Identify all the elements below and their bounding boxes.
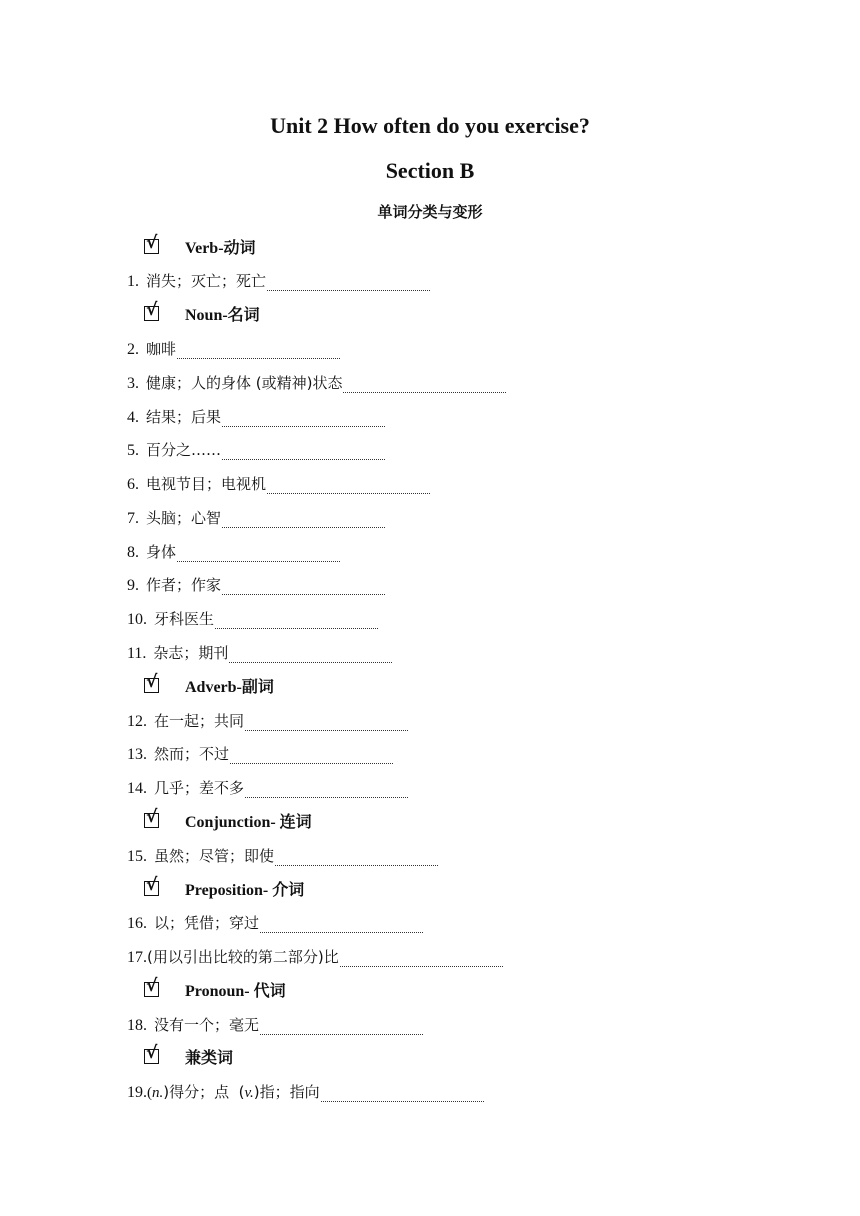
- heading-noun: [144, 301, 260, 325]
- vocab-item: [127, 504, 385, 528]
- answer-blank[interactable]: [340, 948, 503, 967]
- vocab-item: [127, 639, 392, 663]
- answer-blank[interactable]: [343, 374, 506, 393]
- answer-blank[interactable]: [245, 712, 408, 731]
- heading-label: Preposition- 介词: [185, 881, 305, 899]
- item-number: 12.: [127, 713, 147, 730]
- section-label: 单词分类与变形: [377, 203, 483, 221]
- heading-label: Pronoun- 代词: [185, 982, 286, 1000]
- vocab-item: [127, 571, 385, 595]
- item-number: 17.: [127, 949, 147, 966]
- item-number: 13.: [127, 746, 147, 763]
- check-mark-icon: √: [146, 975, 158, 996]
- page-title: Unit 2 How often do you exercise?: [270, 113, 590, 138]
- item-number: 18.: [127, 1017, 147, 1034]
- section-title: Section B: [385, 158, 475, 183]
- vocab-item: [127, 403, 385, 427]
- answer-blank[interactable]: [267, 272, 430, 291]
- item-definition: 以；凭借；穿过: [154, 914, 260, 932]
- heading-verb: [144, 234, 256, 258]
- heading-label: Verb-动词: [185, 239, 256, 257]
- heading-preposition: [144, 876, 304, 900]
- vocab-item: [127, 335, 340, 359]
- check-mark-icon: √: [146, 299, 158, 320]
- checkbox-icon: [144, 806, 159, 828]
- heading-label: Conjunction- 连词: [185, 813, 312, 831]
- item-definition: 头脑；心智: [146, 509, 222, 527]
- vocab-item: [127, 774, 408, 798]
- answer-blank[interactable]: [260, 1016, 423, 1035]
- checkbox-icon: [144, 975, 159, 997]
- check-mark-icon: √: [146, 874, 158, 895]
- item-number: 9.: [127, 577, 139, 594]
- answer-blank[interactable]: [222, 441, 385, 460]
- answer-blank[interactable]: [267, 475, 430, 494]
- item-definition: 电视节目；电视机: [146, 475, 267, 493]
- vocab-item: [127, 470, 430, 494]
- item-number: 1.: [127, 273, 139, 290]
- item-definition: 牙科医生: [154, 610, 215, 628]
- item-number: 5.: [127, 442, 139, 459]
- item-definition: 几乎；差不多: [154, 779, 245, 797]
- answer-blank[interactable]: [229, 644, 392, 663]
- vocab-item: [127, 436, 385, 460]
- vocab-item: [127, 1011, 423, 1035]
- item-number: 15.: [127, 848, 147, 865]
- item-number: 3.: [127, 375, 139, 392]
- heading-multi-class: [144, 1044, 233, 1068]
- vocab-item: [127, 369, 506, 393]
- heading-adverb: [144, 673, 274, 697]
- item-number: 11.: [127, 645, 147, 662]
- answer-blank[interactable]: [275, 847, 438, 866]
- vocab-item: [127, 943, 503, 967]
- item-number: 19.: [127, 1084, 147, 1101]
- vocab-item: [127, 1078, 484, 1102]
- item-definition: 杂志；期刊: [153, 644, 229, 662]
- item-definition: 没有一个；毫无: [154, 1016, 260, 1034]
- item-definition: 结果；后果: [146, 408, 222, 426]
- item-number: 16.: [127, 915, 147, 932]
- heading-conjunction: [144, 808, 312, 832]
- answer-blank[interactable]: [177, 340, 340, 359]
- vocab-item: [127, 740, 393, 764]
- answer-blank[interactable]: [222, 509, 385, 528]
- checkbox-icon: [144, 232, 159, 254]
- answer-blank[interactable]: [260, 914, 423, 933]
- answer-blank[interactable]: [222, 576, 385, 595]
- answer-blank[interactable]: [245, 779, 408, 798]
- answer-blank[interactable]: [222, 408, 385, 427]
- checkbox-icon: [144, 874, 159, 896]
- answer-blank[interactable]: [230, 745, 393, 764]
- pos-noun-abbr: n.: [152, 1085, 164, 1101]
- item-number: 2.: [127, 341, 139, 358]
- check-mark-icon: √: [146, 671, 158, 692]
- item-definition: 健康；人的身体 (或精神)状态: [146, 374, 343, 392]
- vocab-item: [127, 842, 438, 866]
- heading-label: Noun-名词: [185, 306, 260, 324]
- heading-label: 兼类词: [185, 1049, 234, 1067]
- check-mark-icon: √: [146, 1042, 158, 1063]
- item-definition: )得分；点 (: [163, 1083, 245, 1101]
- answer-blank[interactable]: [321, 1083, 484, 1102]
- vocab-item: [127, 267, 430, 291]
- item-definition: 在一起；共同: [154, 712, 245, 730]
- check-mark-icon: √: [146, 806, 158, 827]
- checkbox-icon: [144, 299, 159, 321]
- item-definition: 作者；作家: [146, 576, 222, 594]
- item-definition: 身体: [146, 543, 177, 561]
- heading-pronoun: [144, 977, 286, 1001]
- item-definition: 百分之……: [146, 441, 222, 459]
- item-definition: 消失；灭亡；死亡: [146, 272, 267, 290]
- pos-verb-abbr: v.: [244, 1085, 254, 1101]
- check-mark-icon: √: [146, 232, 158, 253]
- item-definition: )指；指向: [253, 1083, 320, 1101]
- vocab-item: [127, 909, 423, 933]
- checkbox-icon: [144, 1042, 159, 1064]
- vocab-item: [127, 538, 340, 562]
- item-number: 10.: [127, 611, 147, 628]
- paren-open: (: [147, 1085, 152, 1101]
- item-definition: (用以引出比较的第二部分)比: [147, 948, 339, 966]
- heading-label: Adverb-副词: [185, 678, 274, 696]
- answer-blank[interactable]: [177, 543, 340, 562]
- item-definition: 虽然；尽管；即使: [154, 847, 275, 865]
- vocab-item: [127, 707, 408, 731]
- item-number: 6.: [127, 476, 139, 493]
- item-number: 14.: [127, 780, 147, 797]
- answer-blank[interactable]: [215, 610, 378, 629]
- item-number: 7.: [127, 510, 139, 527]
- item-number: 4.: [127, 409, 139, 426]
- checkbox-icon: [144, 671, 159, 693]
- item-definition: 然而；不过: [154, 745, 230, 763]
- vocab-item: [127, 605, 378, 629]
- item-definition: 咖啡: [146, 340, 177, 358]
- item-number: 8.: [127, 544, 139, 561]
